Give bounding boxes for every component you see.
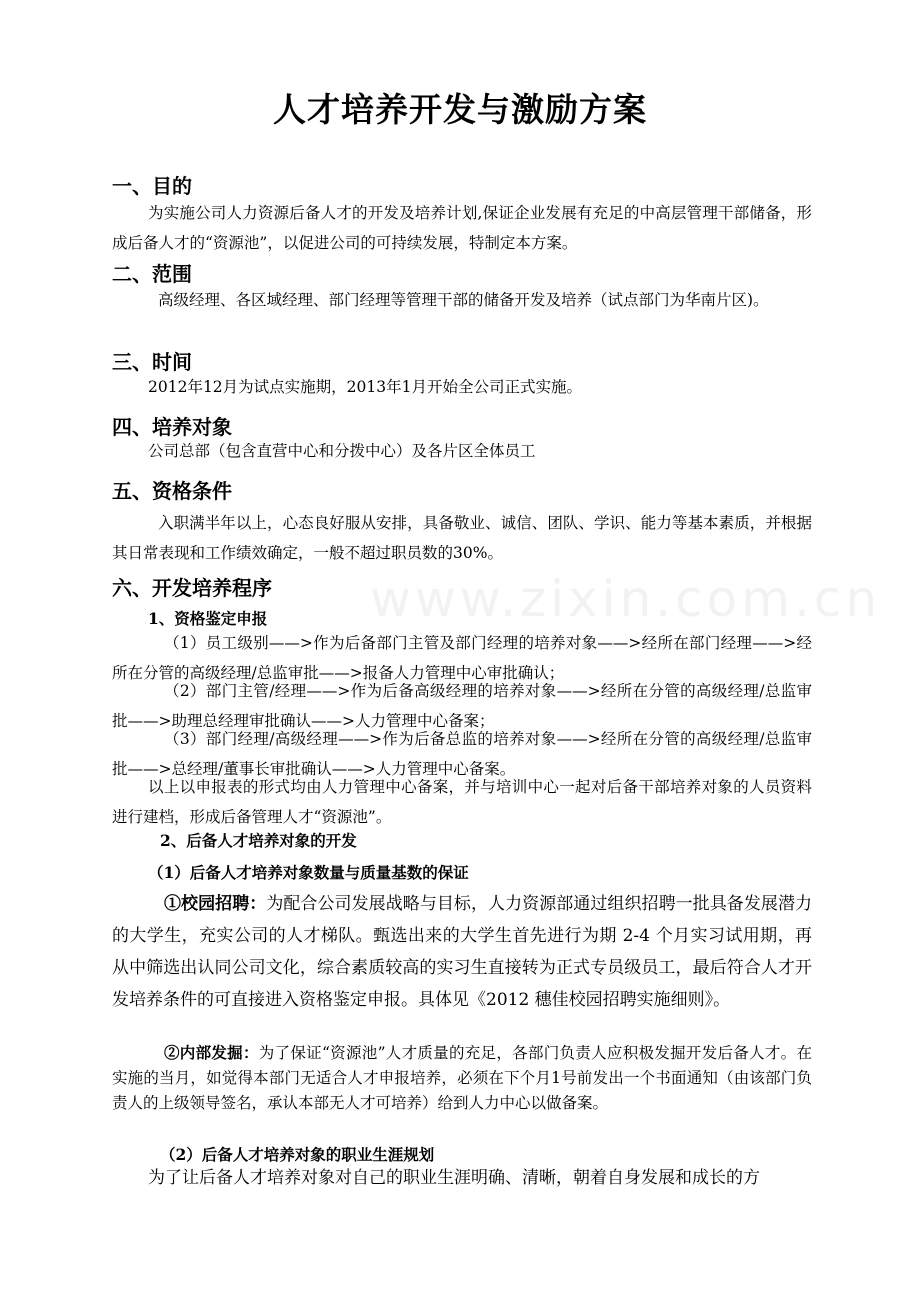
internal-discovery-text: 为了保证“资源池”人才质量的充足，各部门负责人应积极发掘开发后备人才。在实施的当月，如觉得本部门无适合人才申报培养，必须在下个月1号前发出一个书面通知（由该部门负责人的上级领导签名，承认本部无人才可培养）给到人力中心以做备案。 bbox=[112, 1044, 812, 1112]
watermark: www.zixin.com.cn bbox=[370, 570, 882, 628]
section-text-trainees: 公司总部（包含直营中心和分拨中心）及各片区全体员工 bbox=[148, 442, 536, 460]
campus-recruitment-text: 为配合公司发展战略与目标，人力资源部通过组织招聘一批具备发展潜力的大学生，充实公司的人才梯队。甄选出来的大学生首先进行为期 2-4 个月实习试用期，再从中筛选出认同公司文化，综合素质较高的实习生直接转为正式专员级员工，最后符合人才开发培养条件的可直接进入资格鉴定申报。具体见《2012 穗佳校园招聘实施细则》。 bbox=[112, 894, 813, 1010]
procedure-item-3: （3）部门经理/高级经理——>作为后备总监的培养对象——>经所在分管的高级经理/总监审批——>总经理/董事长审批确认——>人力管理中心备案。 bbox=[112, 730, 812, 778]
section-heading-purpose: 一、目的 bbox=[112, 174, 192, 198]
section-text-scope: 高级经理、各区域经理、部门经理等管理干部的储备开发及培养（试点部门为华南片区)。 bbox=[158, 291, 769, 309]
internal-discovery-paragraph bbox=[112, 1040, 812, 1116]
campus-recruitment-label: ①校园招聘： bbox=[164, 894, 267, 914]
internal-discovery-label: ②内部发掘： bbox=[164, 1043, 259, 1062]
subheading-talent-development: 2、后备人才培养对象的开发 bbox=[160, 831, 357, 850]
subheading-quantity-quality: （1）后备人才培养对象数量与质量基数的保证 bbox=[148, 863, 469, 882]
section-heading-scope: 二、范围 bbox=[112, 262, 192, 286]
section-text-purpose: 为实施公司人力资源后备人才的开发及培养计划,保证企业发展有充足的中高层管理干部储备，形成后备人才的“资源池”，以促进公司的可持续发展，特制定本方案。 bbox=[112, 204, 812, 252]
procedure-summary: 以上以申报表的形式均由人力管理中心备案，并与培训中心一起对后备干部培养对象的人员资料进行建档，形成后备管理人才“资源池”。 bbox=[112, 778, 812, 826]
section-heading-procedure: 六、开发培养程序 bbox=[112, 576, 272, 600]
subheading-career-planning: （2）后备人才培养对象的职业生涯规划 bbox=[160, 1145, 435, 1164]
procedure-item-1: （1）员工级别——>作为后备部门主管及部门经理的培养对象——>经所在部门经理——>经所在分管的高级经理/总监审批——>报备人力管理中心审批确认； bbox=[112, 634, 812, 682]
section-heading-trainees: 四、培养对象 bbox=[112, 415, 232, 439]
section-text-qualifications: 入职满半年以上，心态良好服从安排，具备敬业、诚信、团队、学识、能力等基本素质，并根据其日常表现和工作绩效确定，一般不超过职员数的30%。 bbox=[112, 514, 812, 562]
section-heading-time: 三、时间 bbox=[112, 350, 192, 374]
section-text-time: 2012年12月为试点实施期，2013年1月开始全公司正式实施。 bbox=[148, 378, 582, 396]
campus-recruitment-paragraph bbox=[112, 888, 812, 1016]
document-title: 人才培养开发与激励方案 bbox=[273, 90, 647, 129]
procedure-item-2: （2）部门主管/经理——>作为后备高级经理的培养对象——>经所在分管的高级经理/总监审批——>助理总经理审批确认——>人力管理中心备案； bbox=[112, 682, 812, 730]
subheading-qualification-application: 1、资格鉴定申报 bbox=[148, 609, 268, 628]
career-planning-text: 为了让后备人才培养对象对自己的职业生涯明确、清晰，朝着自身发展和成长的方 bbox=[148, 1168, 760, 1188]
section-heading-qualifications: 五、资格条件 bbox=[112, 479, 232, 503]
